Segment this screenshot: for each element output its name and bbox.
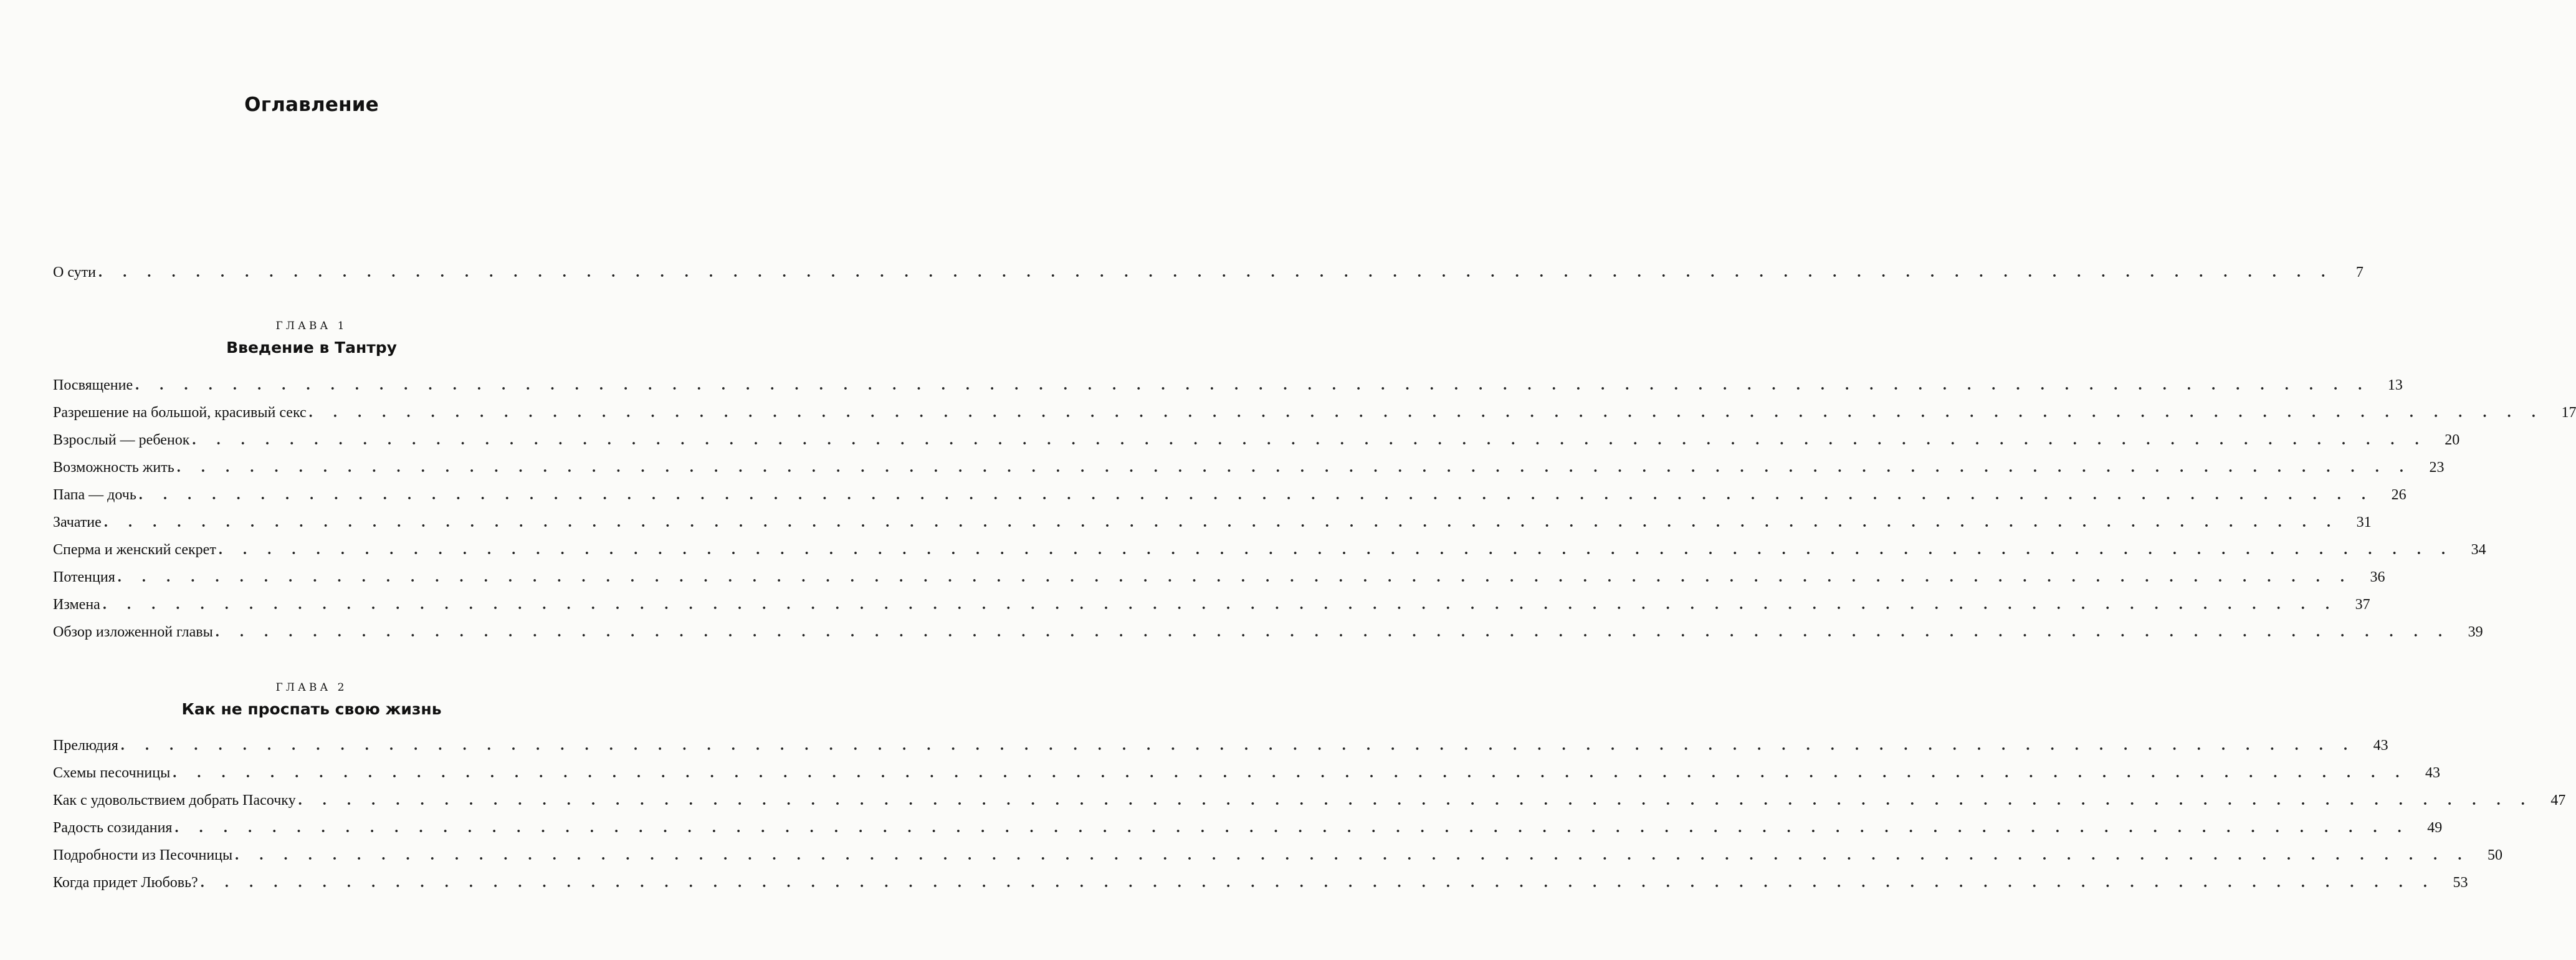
toc-entry-label: Подробности из Песочницы (53, 847, 233, 863)
toc-entry-page: 7 (2355, 264, 2364, 281)
dot-leader: . . . . . . . . . . . . . . . . . . . . . . . . . . . . . . . . . . . . . . . . . . . . . . . . . . . . . . . . . . . . . . . . . . . . . . . . . . . . . . . . . . . . . . . . . . . . (298, 792, 2534, 809)
toc-entry-label: Возможность жить (53, 459, 174, 476)
toc-entry-label: Зачатие (53, 514, 102, 530)
toc-entry-page: 47 (2550, 792, 2566, 809)
toc-entry-intro[interactable] (53, 264, 2364, 287)
dot-leader: . . . . . . . . . . . . . . . . . . . . . . . . . . . . . . . . . . . . . . . . . . . . . . . . . . . . . . . . . . . . . . . . . . . . . . . . . . . . . . . . . . . . . . . . . . . . (235, 847, 2470, 863)
toc-entry[interactable] (53, 569, 2385, 592)
toc-entry-label: Когда придет Любовь? (53, 875, 198, 891)
toc-entry-label: Потенция (53, 569, 115, 585)
dot-leader: . . . . . . . . . . . . . . . . . . . . . . . . . . . . . . . . . . . . . . . . . . . . . . . . . . . . . . . . . . . . . . . . . . . . . . . . . . . . . . . . . . . . . . . . . . . . (218, 542, 2454, 558)
toc-entry-page: 31 (2356, 514, 2372, 530)
chapter-1-label: ГЛАВА 1 (275, 320, 348, 332)
toc-entry-page: 26 (2391, 487, 2407, 503)
toc-entry-page: 20 (2445, 432, 2460, 448)
toc-entry-page: 39 (2468, 624, 2483, 640)
toc-entry[interactable] (53, 737, 2388, 760)
toc-entry[interactable] (53, 765, 2441, 787)
toc-entry[interactable] (53, 514, 2372, 537)
dot-leader: . . . . . . . . . . . . . . . . . . . . . . . . . . . . . . . . . . . . . . . . . . . . . . . . . . . . . . . . . . . . . . . . . . . . . . . . . . . . . . . . . . . . . . . . . . . . (215, 624, 2451, 640)
dot-leader: . . . . . . . . . . . . . . . . . . . . . . . . . . . . . . . . . . . . . . . . . . . . . . . . . . . . . . . . . . . . . . . . . . . . . . . . . . . . . . . . . . . . . . . . . . . . (192, 432, 2428, 448)
chapter-2-title: Как не проспать свою жизнь (181, 700, 442, 718)
page-title: Оглавление (244, 94, 379, 116)
dot-leader: . . . . . . . . . . . . . . . . . . . . . . . . . . . . . . . . . . . . . . . . . . . . . . . . . . . . . . . . . . . . . . . . . . . . . . . . . . . . . . . . . . . . . . . . . . . . (103, 514, 2339, 530)
chapter-1-title: Введение в Тантру (226, 338, 397, 357)
dot-leader: . . . . . . . . . . . . . . . . . . . . . . . . . . . . . . . . . . . . . . . . . . . . . . . . . . . . . . . . . . . . . . . . . . . . . . . . . . . . . . . . . . . . . . . . . . . . (98, 264, 2334, 281)
toc-entry-label: Взрослый — ребенок (53, 432, 190, 448)
toc-entry[interactable] (53, 405, 2576, 427)
dot-leader: . . . . . . . . . . . . . . . . . . . . . . . . . . . . . . . . . . . . . . . . . . . . . . . . . . . . . . . . . . . . . . . . . . . . . . . . . . . . . . . . . . . . . . . . . . . . (176, 459, 2412, 476)
toc-entry[interactable] (53, 542, 2486, 564)
toc-entry[interactable] (53, 432, 2460, 454)
toc-entry[interactable] (53, 624, 2483, 646)
toc-entry-page: 37 (2355, 597, 2370, 613)
dot-leader: . . . . . . . . . . . . . . . . . . . . . . . . . . . . . . . . . . . . . . . . . . . . . . . . . . . . . . . . . . . . . . . . . . . . . . . . . . . . . . . . . . . . . . . . . . . . (135, 377, 2370, 393)
toc-entry-label: Разрешение на большой, красивый секс (53, 405, 307, 421)
dot-leader: . . . . . . . . . . . . . . . . . . . . . . . . . . . . . . . . . . . . . . . . . . . . . . . . . . . . . . . . . . . . . . . . . . . . . . . . . . . . . . . . . . . . . . . . . . . . (138, 487, 2374, 503)
toc-entry-label: Измена (53, 597, 100, 613)
toc-entry[interactable] (53, 847, 2502, 870)
toc-entry-label: Прелюдия (53, 737, 118, 754)
toc-entry-page: 34 (2471, 542, 2486, 558)
toc-entry-page: 50 (2487, 847, 2502, 863)
dot-leader: . . . . . . . . . . . . . . . . . . . . . . . . . . . . . . . . . . . . . . . . . . . . . . . . . . . . . . . . . . . . . . . . . . . . . . . . . . . . . . . . . . . . . . . . . . . . (173, 765, 2408, 781)
toc-entry[interactable] (53, 597, 2370, 619)
toc-entry-label: Папа — дочь (53, 487, 136, 503)
toc-entry-label: Обзор изложенной главы (53, 624, 213, 640)
toc-entry-label: Посвящение (53, 377, 133, 393)
toc-entry-page: 43 (2425, 765, 2441, 781)
toc-entry-page: 49 (2427, 820, 2443, 836)
dot-leader: . . . . . . . . . . . . . . . . . . . . . . . . . . . . . . . . . . . . . . . . . . . . . . . . . . . . . . . . . . . . . . . . . . . . . . . . . . . . . . . . . . . . . . . . . . . . (102, 597, 2338, 613)
toc-entry-page: 53 (2453, 875, 2468, 891)
toc-entry[interactable] (53, 875, 2468, 897)
dot-leader: . . . . . . . . . . . . . . . . . . . . . . . . . . . . . . . . . . . . . . . . . . . . . . . . . . . . . . . . . . . . . . . . . . . . . . . . . . . . . . . . . . . . . . . . . . . . (174, 820, 2410, 836)
toc-entry-page: 23 (2429, 459, 2445, 476)
toc-entry-page: 43 (2373, 737, 2388, 754)
toc-entry-label: О сути (53, 264, 96, 281)
toc-entry[interactable] (53, 792, 2566, 815)
toc-entry-label: Сперма и женский секрет (53, 542, 216, 558)
toc-entry[interactable] (53, 459, 2445, 482)
dot-leader: . . . . . . . . . . . . . . . . . . . . . . . . . . . . . . . . . . . . . . . . . . . . . . . . . . . . . . . . . . . . . . . . . . . . . . . . . . . . . . . . . . . . . . . . . . . . (120, 737, 2356, 754)
chapter-2-label: ГЛАВА 2 (275, 681, 348, 694)
dot-leader: . . . . . . . . . . . . . . . . . . . . . . . . . . . . . . . . . . . . . . . . . . . . . . . . . . . . . . . . . . . . . . . . . . . . . . . . . . . . . . . . . . . . . . . . . . . . (308, 405, 2544, 421)
toc-entry[interactable] (53, 377, 2403, 400)
toc-entry-label: Схемы песочницы (53, 765, 171, 781)
toc-entry-page: 17 (2561, 405, 2576, 421)
toc-entry-label: Как с удовольствием добрать Пасочку (53, 792, 296, 809)
dot-leader: . . . . . . . . . . . . . . . . . . . . . . . . . . . . . . . . . . . . . . . . . . . . . . . . . . . . . . . . . . . . . . . . . . . . . . . . . . . . . . . . . . . . . . . . . . . . (200, 875, 2436, 891)
toc-entry-page: 13 (2387, 377, 2403, 393)
toc-entry[interactable] (53, 820, 2443, 842)
dot-leader: . . . . . . . . . . . . . . . . . . . . . . . . . . . . . . . . . . . . . . . . . . . . . . . . . . . . . . . . . . . . . . . . . . . . . . . . . . . . . . . . . . . . . . . . . . . . (117, 569, 2353, 585)
toc-entry[interactable] (53, 487, 2407, 509)
toc-entry-label: Радость созидания (53, 820, 173, 836)
toc-entry-page: 36 (2370, 569, 2385, 585)
